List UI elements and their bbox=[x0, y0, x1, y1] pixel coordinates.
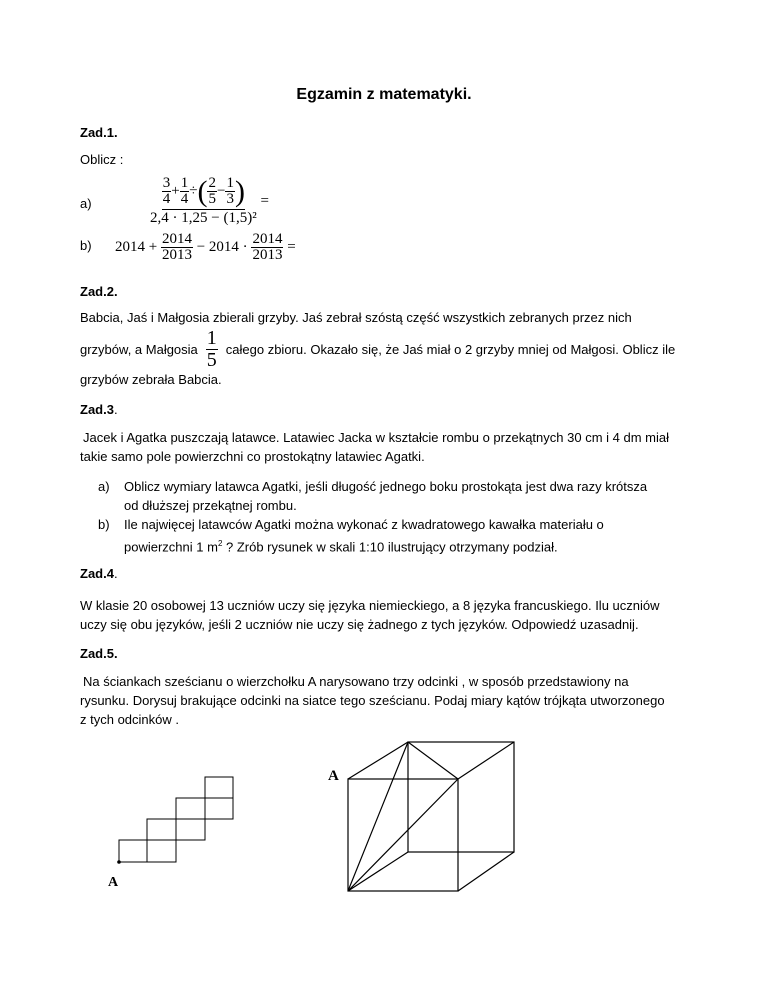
zad4-heading-wrap bbox=[80, 566, 118, 581]
net-square bbox=[119, 840, 147, 862]
zad1-b-expression bbox=[115, 232, 296, 263]
zad2-line1: Babcia, Jaś i Małgosia zbierali grzyby. Jaś zebrał szóstą część wszystkich zebranych przez nich bbox=[80, 310, 632, 325]
b-mid: − 2014 · bbox=[196, 239, 248, 255]
zad3-b-superscript: 2 bbox=[217, 539, 223, 548]
a-n4: 1 bbox=[226, 175, 234, 191]
a-n2: 1 bbox=[180, 175, 189, 191]
zad2-line2 bbox=[80, 328, 675, 371]
a-n1: 3 bbox=[162, 175, 171, 191]
cube-net-figure bbox=[105, 770, 285, 890]
net-label-a: A bbox=[108, 875, 119, 890]
zad2-line2-start: grzybów, a Małgosia bbox=[80, 342, 198, 357]
zad3-item-b bbox=[98, 515, 604, 556]
net-square bbox=[205, 777, 233, 798]
face-segment bbox=[348, 742, 408, 891]
zad5-line2: rysunku. Dorysuj brakujące odcinki na siatce tego sześcianu. Podaj miary kątów trójkąta utworzonego bbox=[80, 693, 665, 708]
zad3-heading-dot: . bbox=[113, 402, 118, 417]
zad3-item-a bbox=[98, 477, 647, 515]
a-d1: 4 bbox=[162, 191, 171, 207]
net-square bbox=[176, 798, 205, 819]
cube-edge bbox=[458, 742, 514, 779]
zad3-line2: takie samo pole powierzchni co prostokątny latawiec Agatki. bbox=[80, 449, 425, 464]
zad1-a-expression: $\frac{3}{4}$ + $\frac{1}{4}$ ÷ ( $\frac{2}{5}$ − $\frac{1}{3}$ ) 2,4 · 1,25 − (1,5)² = bbox=[150, 174, 269, 226]
zad4-heading-dot: . bbox=[113, 566, 118, 581]
zad3-a-line2: od dłuższej przekątnej rombu. bbox=[124, 498, 297, 513]
net-square bbox=[147, 840, 176, 862]
b-start: 2014 + bbox=[115, 239, 158, 255]
zad3-a-line1: Oblicz wymiary latawca Agatki, jeśli długość jednego boku prostokąta jest dwa razy krótsza bbox=[124, 479, 648, 494]
zad3-heading: Zad.3 bbox=[80, 402, 114, 417]
net-vertex-a bbox=[117, 860, 121, 864]
zad3-a-label: a) bbox=[98, 479, 110, 494]
zad5-line3: z tych odcinków . bbox=[80, 712, 179, 727]
face-segment bbox=[348, 779, 458, 891]
zad2-heading: Zad.2. bbox=[80, 284, 118, 299]
zad5-heading: Zad.5. bbox=[80, 646, 118, 661]
net-square bbox=[176, 819, 205, 840]
a-plus: + bbox=[171, 183, 180, 199]
cube-edge bbox=[458, 852, 514, 891]
zad2-line3: grzybów zebrała Babcia. bbox=[80, 372, 222, 387]
b-equals: = bbox=[287, 239, 296, 255]
a-equals: = bbox=[260, 192, 269, 209]
a-minus: − bbox=[216, 183, 226, 199]
a-div: ÷ bbox=[189, 183, 198, 199]
zad4-line1: W klasie 20 osobowej 13 uczniów uczy się języka niemieckiego, a 8 języka francuskiego. Ilu uczniów bbox=[80, 598, 660, 613]
zad3-b-line2-end: ? Zrób rysunek w skali 1:10 ilustrujący otrzymany podział. bbox=[222, 539, 558, 555]
a-n3: 2 bbox=[208, 175, 216, 191]
zad1-intro: Oblicz : bbox=[80, 152, 124, 167]
cube-edge bbox=[348, 852, 408, 891]
zad2-line2-end: całego zbioru. Okazało się, że Jaś miał o 2 grzyby mniej od Małgosi. Oblicz ile bbox=[225, 342, 676, 357]
b-n2: 2014 bbox=[252, 231, 283, 247]
zad1-heading: Zad.1. bbox=[80, 125, 118, 140]
b-n1: 2014 bbox=[161, 231, 192, 247]
b-d1: 2013 bbox=[161, 247, 192, 263]
cube-back-face bbox=[408, 742, 514, 852]
zad4-line2: uczy się obu języków, jeśli 2 uczniów nie uczy się żadnego z tych języków. Odpowiedź uzasadnij. bbox=[80, 617, 639, 632]
a-d2: 4 bbox=[180, 191, 189, 207]
zad3-b-label: b) bbox=[98, 517, 110, 532]
zad3-line1: Jacek i Agatka puszczają latawce. Latawiec Jacka w kształcie rombu o przekątnych 30 cm i 4 dm miał bbox=[83, 430, 669, 445]
cube-edge bbox=[348, 742, 408, 779]
b-d2: 2013 bbox=[252, 247, 283, 263]
page-title: Egzamin z matematyki. bbox=[296, 86, 472, 103]
zad3-b-line2-start: powierzchni 1 m bbox=[124, 539, 218, 555]
cube-figure bbox=[320, 735, 530, 900]
cube-label-a: A bbox=[328, 768, 339, 784]
a-d3: 5 bbox=[208, 191, 216, 207]
zad2-frac-den: 5 bbox=[206, 349, 217, 371]
net-square bbox=[147, 819, 176, 840]
net-square bbox=[205, 798, 233, 819]
zad1-a-label: a) bbox=[80, 196, 92, 211]
face-segment bbox=[408, 742, 458, 779]
zad2-frac-num: 1 bbox=[206, 327, 217, 349]
a-denominator: 2,4 · 1,25 − (1,5)² bbox=[150, 210, 257, 226]
zad1-b-label: b) bbox=[80, 238, 92, 253]
zad4-heading: Zad.4 bbox=[80, 566, 114, 581]
zad5-line1: Na ściankach sześcianu o wierzchołku A narysowano trzy odcinki , w sposób przedstawiony na bbox=[83, 674, 629, 689]
zad3-heading-wrap bbox=[80, 402, 118, 417]
a-d4: 3 bbox=[226, 191, 234, 207]
zad3-b-line1: Ile najwięcej latawców Agatki można wykonać z kwadratowego kawałka materiału o bbox=[124, 517, 604, 532]
